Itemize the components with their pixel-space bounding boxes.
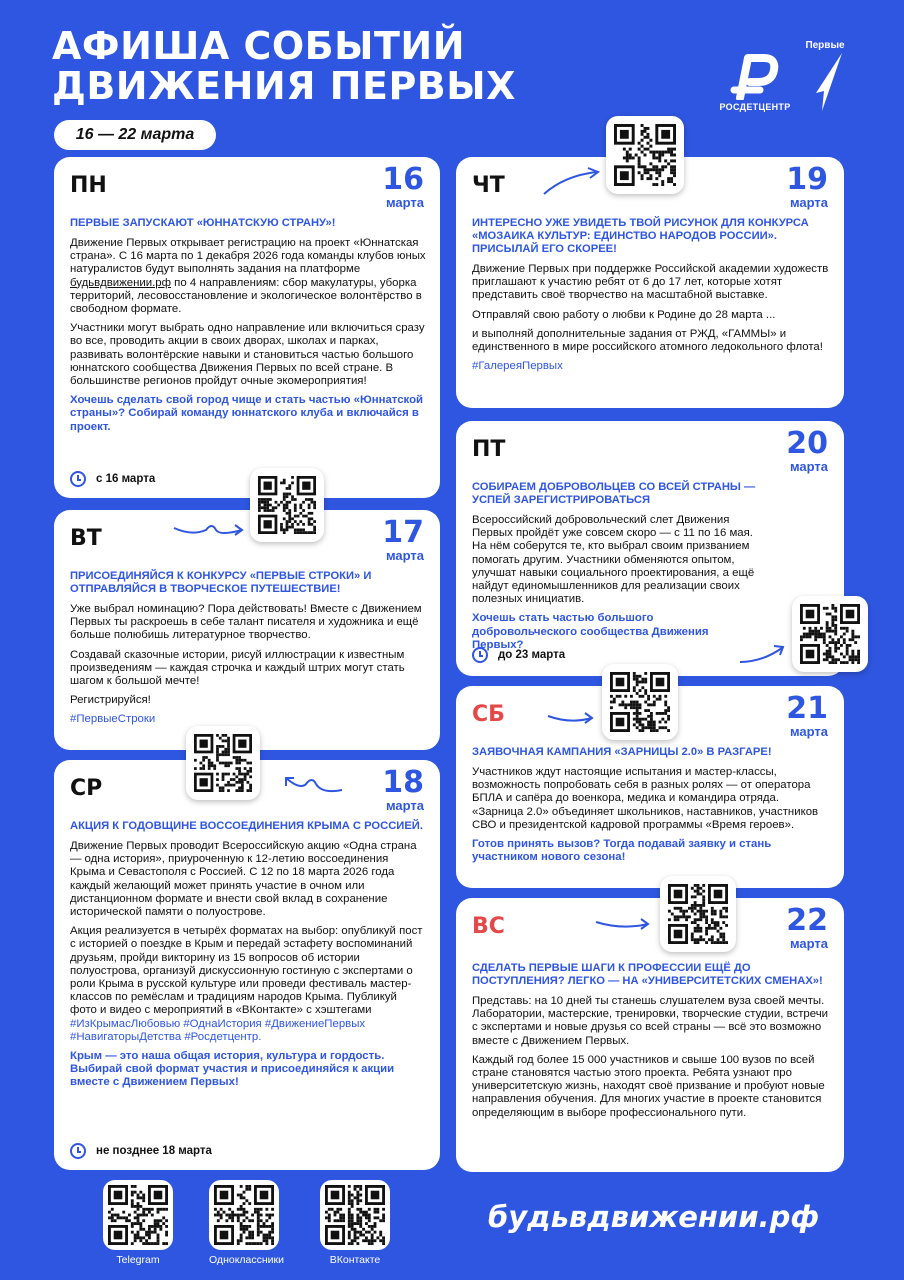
social-label: ВКонтакте [329, 1254, 381, 1266]
qr-code-icon [614, 124, 676, 186]
day-number: 16 [382, 162, 424, 197]
title-line-1: АФИША СОБЫТИЙ [52, 24, 466, 68]
card-heading: ИНТЕРЕСНО УЖЕ УВИДЕТЬ ТВОЙ РИСУНОК ДЛЯ КОНКУРСА «МОЗАИКА КУЛЬТУР: ЕДИНСТВО НАРОДОВ РОССИИ». ПРИСЫЛАЙ ЕГО СКОРЕЕ! [472, 217, 809, 255]
card-paragraph: Движение Первых проводит Всероссийскую акцию «Одна страна — одна история», приуроченную к 12-летию воссоединения Крыма и Севастополя с Россией. С 12 по 18 марта 2026 года каждый желающий может принять участие в очном или дистанционном формате и внести свой вклад в сохранение исторической памяти о полуострове. [70, 840, 417, 919]
site-link[interactable]: будьвдвижении.рф [70, 276, 171, 289]
pervye-logo-icon [802, 51, 848, 113]
card-paragraph: Регистрируйся! [70, 694, 151, 707]
day-label: ПН [70, 173, 107, 198]
qr-code-icon [258, 476, 316, 534]
card-body [472, 217, 830, 379]
card-heading: СДЕЛАТЬ ПЕРВЫЕ ШАГИ К ПРОФЕССИИ ЕЩЁ ДО ПОСТУПЛЕНИЯ? ЛЕГКО — НА «УНИВЕРСИТЕТСКИХ СМЕНАХ»! [472, 962, 823, 987]
month-label: марта [789, 195, 828, 210]
qr-code[interactable] [792, 596, 868, 672]
qr-code[interactable] [250, 468, 324, 542]
card-paragraph: Представь: на 10 дней ты станешь слушателем вуза своей мечты. Лаборатории, мастерские, тренировки, творческие студии, встречи с экспертами и новые друзья со всей страны — всё это возможно вместе с Движением Первых. [472, 995, 829, 1047]
card-heading: СОБИРАЕМ ДОБРОВОЛЬЦЕВ СО ВСЕЙ СТРАНЫ — УСПЕЙ ЗАРЕГИСТРИРОВАТЬСЯ [472, 481, 756, 506]
social-label: Telegram [116, 1254, 160, 1266]
hashtag[interactable]: #ГалереяПервых [472, 360, 563, 373]
qr-code[interactable] [209, 1180, 279, 1250]
arrow-icon [540, 164, 604, 198]
hashtags[interactable]: #ИзКрымасЛюбовью #ОднаИстория #ДвижениеПервых #НавигаторыДетства #Росдетцентр. [70, 1017, 366, 1043]
qr-code-icon [194, 734, 252, 792]
card-thursday [456, 157, 844, 408]
card-friday [456, 421, 844, 676]
card-paragraph: Отправляй свою работу о любви к Родине до 28 марта ... [472, 308, 776, 321]
text-part: по 4 направлениям: сбор макулатуры, уборка территорий, лесовосстановление и экологическое волонтёрство в свободном формате. [70, 276, 422, 316]
card-body [472, 481, 758, 658]
card-wednesday [54, 760, 440, 1170]
month-label: марта [385, 798, 424, 813]
arrow-icon [738, 640, 788, 668]
arrow-icon [172, 518, 246, 540]
day-label: ПТ [472, 437, 506, 462]
deadline [70, 471, 155, 487]
card-monday [54, 157, 440, 498]
qr-code-icon [610, 672, 670, 732]
arrow-icon [594, 914, 652, 934]
qr-code-icon [214, 1185, 274, 1245]
card-body [70, 820, 426, 1096]
clock-icon [472, 647, 488, 663]
arrow-icon [546, 708, 596, 728]
card-heading: ПРИСОЕДИНЯЙСЯ К КОНКУРСУ «ПЕРВЫЕ СТРОКИ» И ОТПРАВЛЯЙСЯ В ТВОРЧЕСКОЕ ПУТЕШЕСТВИЕ! [70, 570, 372, 595]
call-to-action: Хочешь стать частью большого добровольческого сообщества Движения Первых? [472, 612, 709, 651]
card-paragraph: Уже выбрал номинацию? Пора действовать! Вместе с Движением Первых ты раскроешь в себе талант писателя и художника и ещё больше полюбишь литературное творчество. [70, 603, 422, 642]
hashtag[interactable]: #ПервыеСтроки [70, 713, 156, 726]
month-label: марта [789, 936, 828, 951]
qr-code[interactable] [186, 726, 260, 800]
card-body [70, 570, 426, 733]
call-to-action: Крым — это наша общая история, культура и гордость. Выбирай свой формат участия и присоединяйся к акции вместе с Движением Первых! [70, 1050, 395, 1089]
deadline [70, 1143, 212, 1159]
title-line-2: ДВИЖЕНИЯ ПЕРВЫХ [52, 64, 516, 108]
pervye-logo [802, 40, 848, 120]
day-number: 17 [382, 515, 424, 550]
qr-code[interactable] [602, 664, 678, 740]
text-part: Движение Первых открывает регистрацию на проект «Юннатская страна». С 16 марта по 1 декабря 2026 года команды клубов юных натуралистов будут выполнять задания на платформе [70, 237, 426, 276]
day-label: ВС [472, 914, 505, 939]
day-label: СР [70, 776, 103, 801]
call-to-action: Готов принять вызов? Тогда подавай заявку и стань участником нового сезона! [472, 838, 772, 864]
qr-code-icon [800, 604, 860, 664]
card-paragraph: Каждый год более 15 000 участников и свыше 100 вузов по всей стране становятся частью этого проекта. Ребята узнают про университетскую жизнь, находят своё призвание и пробуют новые направления обучения. Для многих участие в проекте становится определяющим в выборе профессионального пути. [472, 1053, 825, 1119]
rosdetcentr-logo [712, 54, 798, 120]
month-label: марта [789, 724, 828, 739]
social-telegram[interactable] [103, 1180, 173, 1266]
pervye-label: Первые [805, 40, 845, 51]
qr-code-icon [108, 1185, 168, 1245]
deadline-text: не позднее 18 марта [96, 1145, 212, 1157]
site-link[interactable]: будьвдвижении.рф [488, 1200, 820, 1234]
rosdetcentr-label: РОСДЕТЦЕНТР [719, 102, 791, 112]
day-number: 21 [786, 691, 828, 726]
day-number: 18 [382, 765, 424, 800]
card-body [70, 217, 426, 440]
card-paragraph: и выполняй дополнительные задания от РЖД, «ГАММЫ» и единственного в мире российского атомного ледокольного флота! [472, 327, 823, 354]
social-label: Одноклассники [209, 1254, 285, 1266]
qr-code[interactable] [606, 116, 684, 194]
day-label: СБ [472, 702, 505, 727]
clock-icon [70, 471, 86, 487]
qr-code-icon [668, 884, 728, 944]
deadline-text: с 16 марта [96, 473, 156, 485]
card-heading: АКЦИЯ К ГОДОВЩИНЕ ВОССОЕДИНЕНИЯ КРЫМА С РОССИЕЙ. [70, 820, 423, 832]
day-number: 19 [786, 162, 828, 197]
card-heading: ПЕРВЫЕ ЗАПУСКАЮТ «ЮННАТСКУЮ СТРАНУ»! [70, 217, 336, 229]
card-paragraph: Создавай сказочные истории, рисуй иллюстрации к известным произведениям — каждая строчка и каждый штрих могут стать шагом к большой мечте! [70, 648, 405, 688]
card-body [472, 962, 830, 1126]
day-number: 22 [786, 903, 828, 938]
arrow-icon [282, 770, 344, 796]
month-label: марта [385, 195, 424, 210]
month-label: марта [385, 548, 424, 563]
qr-code[interactable] [320, 1180, 390, 1250]
qr-code-icon [325, 1185, 385, 1245]
qr-code[interactable] [660, 876, 736, 952]
card-tuesday [54, 510, 440, 750]
card-heading: ЗАЯВОЧНАЯ КАМПАНИЯ «ЗАРНИЦЫ 2.0» В РАЗГАРЕ! [472, 746, 772, 758]
deadline [472, 647, 565, 663]
card-paragraph [70, 925, 426, 1044]
clock-icon [70, 1143, 86, 1159]
card-body [472, 746, 830, 870]
social-odnoklassniki[interactable] [209, 1180, 285, 1266]
date-range-badge: 16 — 22 марта [54, 120, 216, 150]
month-label: марта [789, 459, 828, 474]
day-label: ВТ [70, 526, 102, 551]
card-paragraph: Участников ждут настоящие испытания и мастер-классы, возможность попробовать себя в разных ролях — от оператора БПЛА и сапёра до военкора, медика и командира отряда. «Зарница 2.0» объединяет школьников, наставников, участников СВО и президентской кадровой программы «Время героев». [472, 766, 819, 831]
card-paragraph [70, 237, 426, 316]
card-paragraph: Участники могут выбрать одно направление или включиться сразу во все, проводить акции в своих дворах, школах и парках, развивать волонтёрские навыки и становиться частью большого юннатского сообщества Движения Первых по всей стране. В большинстве регионов пройдут очные экомероприятия! [70, 322, 425, 388]
day-number: 20 [786, 426, 828, 461]
day-label: ЧТ [472, 173, 505, 198]
page-title [52, 26, 516, 106]
rosdetcentr-logo-icon [730, 54, 780, 100]
card-paragraph: Движение Первых при поддержке Российской академии художеств приглашают к участию ребят от 6 до 17 лет, которые хотят представить своё творчество на масштабной выставке. [472, 263, 829, 302]
qr-code[interactable] [103, 1180, 173, 1250]
card-sunday [456, 898, 844, 1172]
call-to-action: Хочешь сделать свой город чище и стать частью «Юннатской страны»? Собирай команду юннатского клуба и включайся в проект. [70, 394, 424, 433]
card-paragraph: Всероссийский добровольческий слет Движения Первых пройдёт уже совсем скоро — с 11 по 16 мая. На нём соберутся те, кто выбрал своим призванием помогать другим. Участники обменяются опытом, улучшат навыки социального проектирования, а ещё найдут единомышленников для реализации своих полезных инициатив. [472, 514, 755, 606]
text-part: Акция реализуется в четырёх форматах на выбор: опубликуй пост с историей о поездке в Крым и передай эстафету воспоминаний друзьям, пройди викторину из 15 вопросов об истории полуострова, организуй дискуссионную гостиную с экспертами о роли Крыма в русской культуре или проведи фестиваль мастер-классов по ремёслам и традициям народов Крыма. Публикуй фото и видео с мероприятий в «ВКонтакте» с хэштегами [70, 925, 423, 1017]
social-vkontakte[interactable] [320, 1180, 390, 1266]
deadline-text: до 23 марта [498, 649, 566, 661]
